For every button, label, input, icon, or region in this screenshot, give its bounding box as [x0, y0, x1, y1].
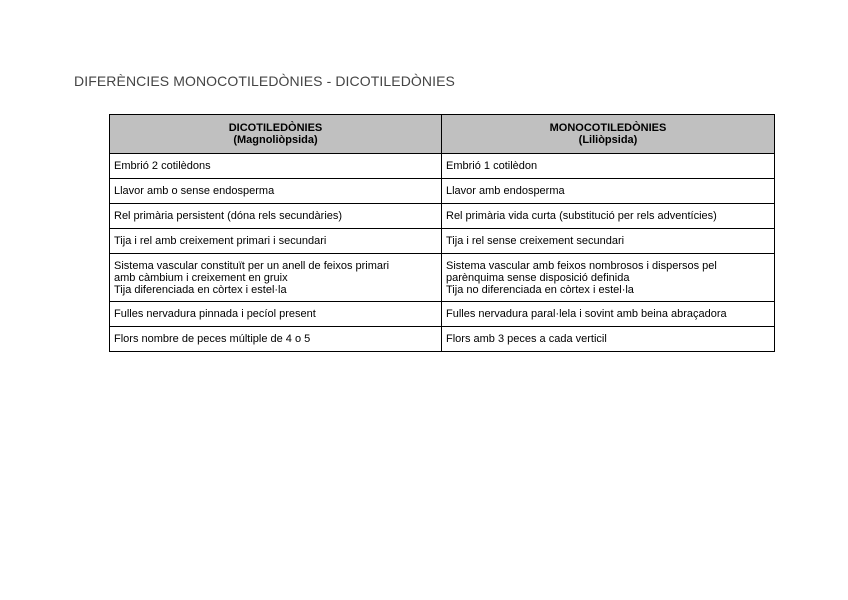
table-row	[110, 302, 775, 327]
table-cell: Tija i rel sense creixement secundari	[442, 229, 775, 254]
table-cell: Tija i rel amb creixement primari i secundari	[110, 229, 442, 254]
table-cell: Flors amb 3 peces a cada verticil	[442, 327, 775, 352]
table-row	[110, 229, 775, 254]
table-cell: Fulles nervadura pinnada i pecíol present	[110, 302, 442, 327]
header-subtitle: (Magnoliòpsida)	[233, 134, 318, 146]
table-cell: Fulles nervadura paral·lela i sovint amb beina abraçadora	[442, 302, 775, 327]
table-cell: Llavor amb endosperma	[442, 179, 775, 204]
table-cell: Sistema vascular amb feixos nombrosos i dispersos pel parènquima sense disposició definida Tija no diferenciada en còrtex i estel·la	[442, 254, 775, 302]
table-cell: Rel primària vida curta (substitució per rels adventícies)	[442, 204, 775, 229]
page-title: DIFERÈNCIES MONOCOTILEDÒNIES - DICOTILEDÒNIES	[74, 73, 455, 89]
table-header-row	[110, 115, 775, 154]
table-cell: Sistema vascular constituït per un anell de feixos primari amb càmbium i creixement en gruix Tija diferenciada en còrtex i estel·la	[110, 254, 442, 302]
table-cell: Llavor amb o sense endosperma	[110, 179, 442, 204]
table-row	[110, 327, 775, 352]
table-row	[110, 179, 775, 204]
table-cell: Flors nombre de peces múltiple de 4 o 5	[110, 327, 442, 352]
header-dicotyledons	[110, 115, 442, 154]
table-cell: Embrió 2 cotilèdons	[110, 154, 442, 179]
comparison-table	[109, 114, 775, 352]
table-row	[110, 204, 775, 229]
header-subtitle: (Liliòpsida)	[578, 134, 638, 146]
header-name: MONOCOTILEDÒNIES	[549, 122, 667, 134]
header-name: DICOTILEDÒNIES	[228, 122, 323, 134]
table-row	[110, 154, 775, 179]
table-cell: Rel primària persistent (dóna rels secundàries)	[110, 204, 442, 229]
table-cell: Embrió 1 cotilèdon	[442, 154, 775, 179]
table-row	[110, 254, 775, 302]
header-monocotyledons	[442, 115, 775, 154]
